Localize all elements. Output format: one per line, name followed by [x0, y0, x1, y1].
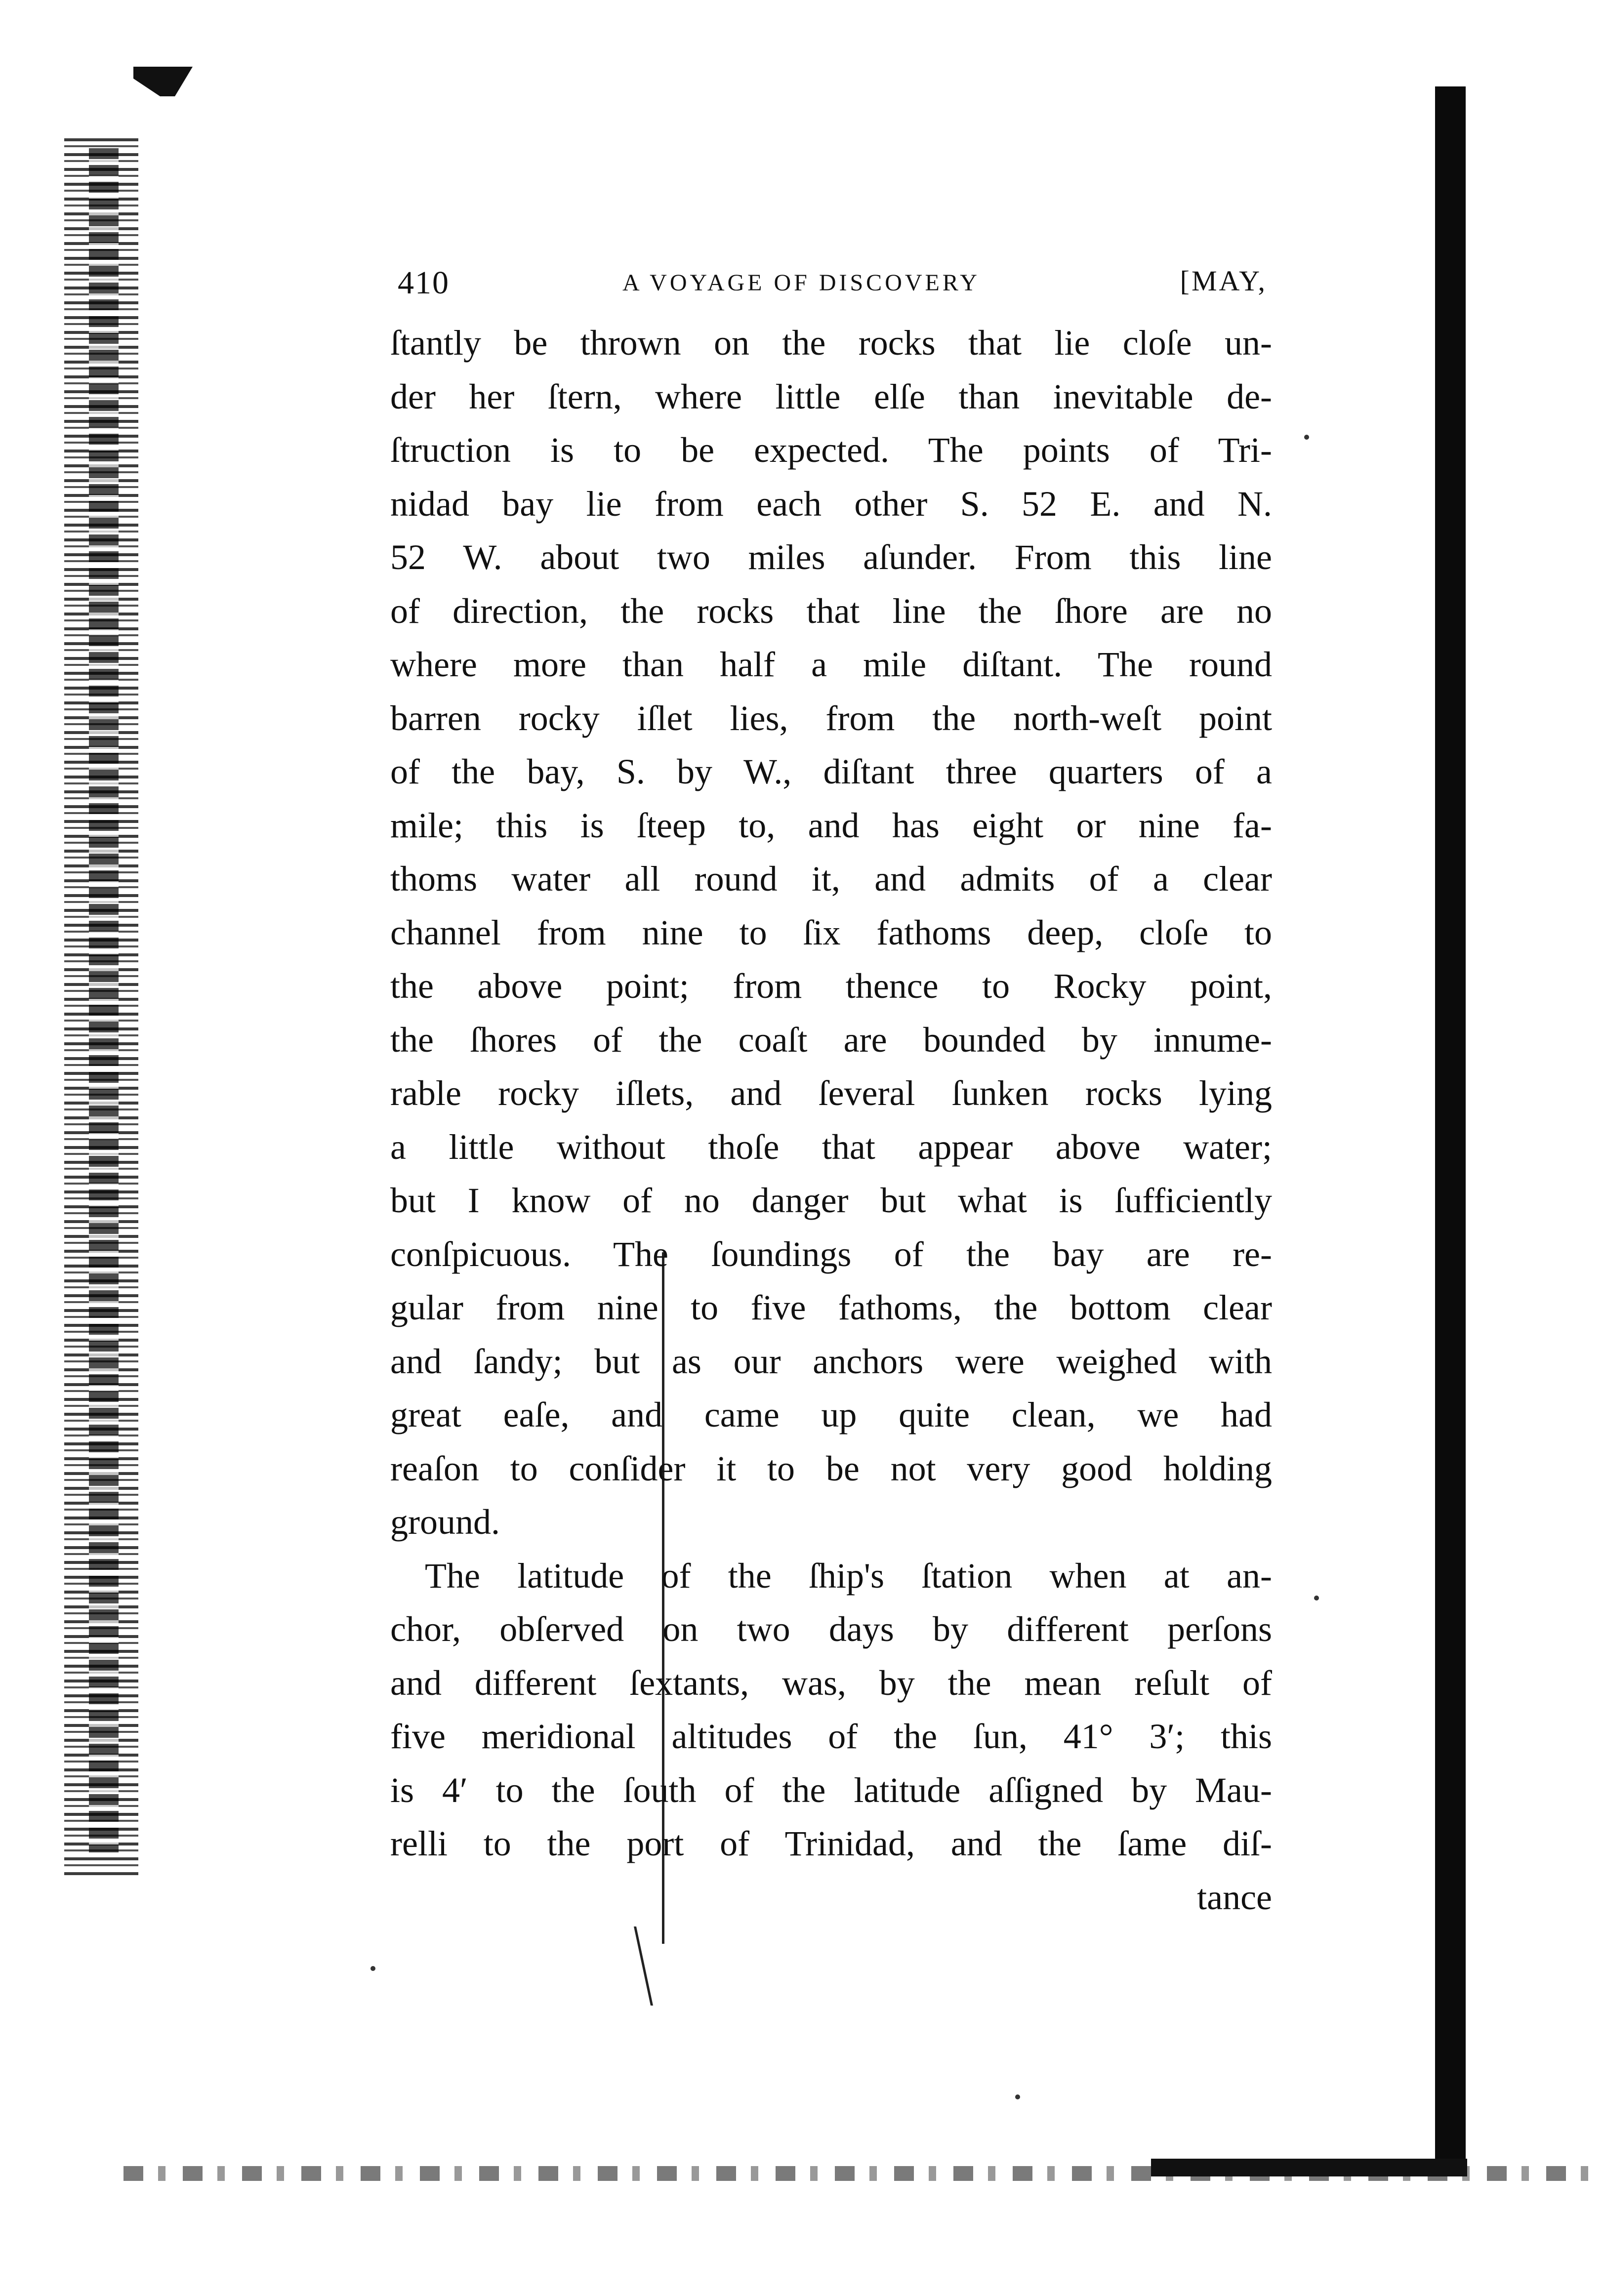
scan-speck	[1304, 435, 1309, 440]
text-line: is 4′ to the ſouth of the latitude aſſigned by Mau-	[390, 1770, 1272, 1810]
running-head	[398, 264, 1267, 309]
text-line: but I know of no danger but what is ſufficiently	[390, 1181, 1272, 1220]
catchword: tance	[1197, 1877, 1272, 1917]
text-line: and different ſextants, was, by the mean reſult of	[390, 1663, 1272, 1703]
text-line: nidad bay lie from each other S. 52 E. and N.	[390, 484, 1272, 524]
text-line: gular from nine to five fathoms, the bottom clear	[390, 1288, 1272, 1327]
text-line: ſtantly be thrown on the rocks that lie cloſe un-	[390, 323, 1272, 363]
text-line: der her ſtern, where little elſe than inevitable de-	[390, 376, 1272, 416]
scan-artifact-mark	[133, 67, 193, 96]
text-line: of the bay, S. by W., diſtant three quarters of a	[390, 752, 1272, 791]
text-line: a little without thoſe that appear above water;	[390, 1127, 1272, 1167]
running-month: [MAY,	[1180, 265, 1267, 297]
pencil-rule-tail	[634, 1927, 683, 2006]
text-line: reaſon to conſider it to be not very good holding	[390, 1448, 1272, 1488]
text-line: chor, obſerved on two days by different perſons	[390, 1609, 1272, 1649]
text-line: great eaſe, and came up quite clean, we had	[390, 1395, 1272, 1435]
text-line-paragraph-start: The latitude of the ſhip's ſtation when at an-	[425, 1556, 1272, 1596]
text-line: conſpicuous. The ſoundings of the bay are re-	[390, 1234, 1272, 1274]
text-line: relli to the port of Trinidad, and the ſame diſ-	[390, 1824, 1272, 1863]
text-line: channel from nine to ſix fathoms deep, cloſe to	[390, 912, 1272, 952]
scan-speck	[1314, 1596, 1319, 1600]
page-number: 410	[398, 265, 450, 301]
text-line: where more than half a mile diſtant. The round	[390, 645, 1272, 684]
text-line: ſtruction is to be expected. The points of Tri-	[390, 430, 1272, 470]
text-line: rable rocky iſlets, and ſeveral ſunken rocks lying	[390, 1073, 1272, 1113]
scan-speck	[1015, 2094, 1020, 2099]
text-line: barren rocky iſlet lies, from the north-weſt point	[390, 698, 1272, 738]
body-text	[390, 316, 1272, 1924]
scan-right-edge	[1435, 86, 1466, 2169]
text-line-paragraph-end: ground.	[390, 1502, 500, 1542]
scan-bottom-bar	[1151, 2159, 1467, 2176]
text-line: mile; this is ſteep to, and has eight or nine fa-	[390, 805, 1272, 845]
text-line: thoms water all round it, and admits of a clear	[390, 859, 1272, 899]
text-line: the ſhores of the coaſt are bounded by innume-	[390, 1020, 1272, 1060]
text-line: 52 W. about two miles aſunder. From this line	[390, 537, 1272, 577]
scan-left-edge-inner	[89, 148, 119, 1852]
scan-speck	[370, 1966, 375, 1971]
text-line: the above point; from thence to Rocky point,	[390, 966, 1272, 1006]
running-title: A VOYAGE OF DISCOVERY	[622, 270, 980, 296]
text-line: five meridional altitudes of the ſun, 41° 3′; this	[390, 1717, 1272, 1756]
text-line: of direction, the rocks that line the ſhore are no	[390, 591, 1272, 631]
text-line: and ſandy; but as our anchors were weighed with	[390, 1341, 1272, 1381]
